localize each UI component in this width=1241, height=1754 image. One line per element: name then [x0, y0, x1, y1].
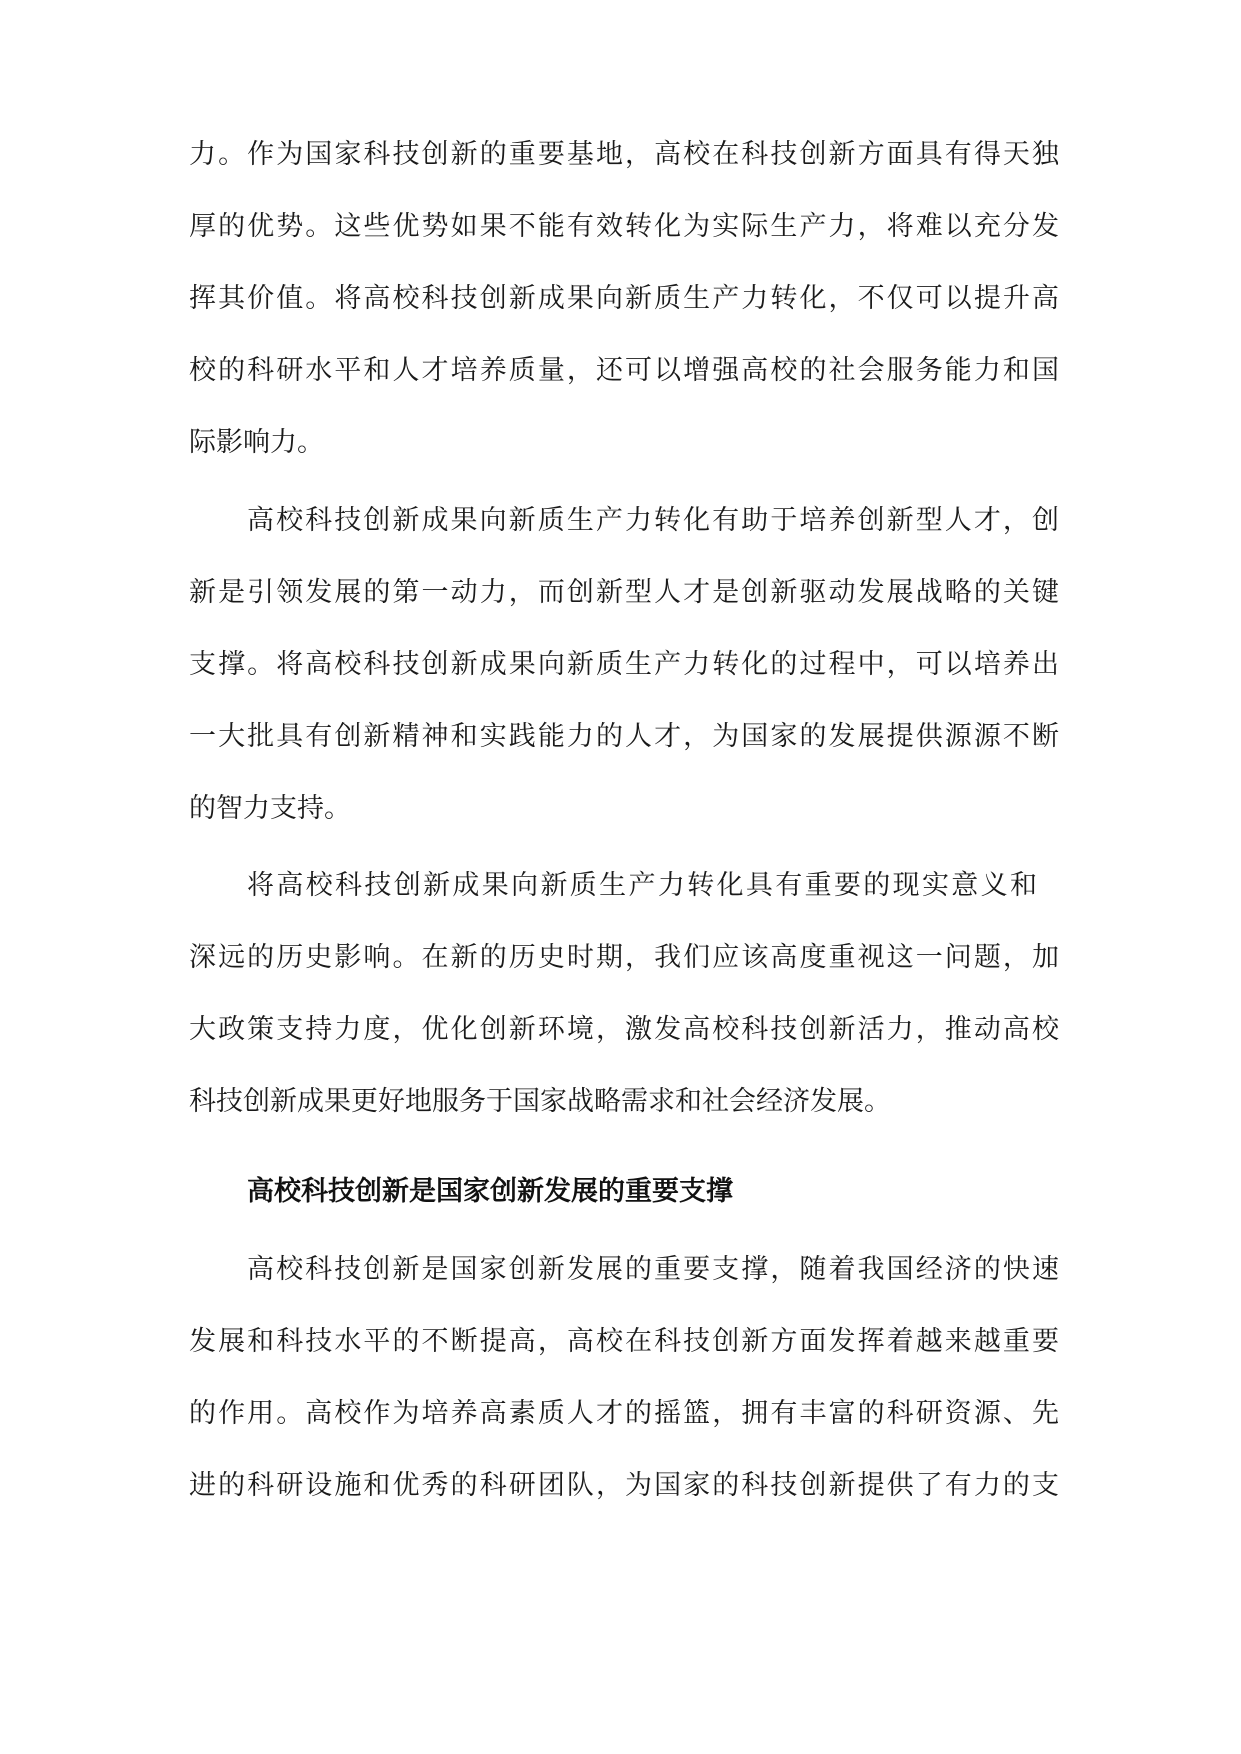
paragraph-1-line-1: 力。作为国家科技创新的重要基地，高校在科技创新方面具有得天独 — [189, 139, 1059, 170]
paragraph-1-line-4: 校的科研水平和人才培养质量，还可以增强高校的社会服务能力和国 — [189, 355, 1059, 386]
section-paragraph-line-3: 的作用。高校作为培养高素质人才的摇篮，拥有丰富的科研资源、先 — [189, 1398, 1059, 1429]
section-paragraph-line-2: 发展和科技水平的不断提高，高校在科技创新方面发挥着越来越重要 — [189, 1326, 1059, 1357]
section-heading: 高校科技创新是国家创新发展的重要支撑 — [247, 1176, 733, 1207]
paragraph-2-line-3: 支撑。将高校科技创新成果向新质生产力转化的过程中，可以培养出 — [189, 649, 1059, 680]
paragraph-1-line-2: 厚的优势。这些优势如果不能有效转化为实际生产力，将难以充分发 — [189, 211, 1059, 242]
paragraph-3-line-3: 大政策支持力度，优化创新环境，激发高校科技创新活力，推动高校 — [189, 1014, 1059, 1045]
paragraph-2-line-2: 新是引领发展的第一动力，而创新型人才是创新驱动发展战略的关键 — [189, 577, 1059, 608]
paragraph-1-line-3: 挥其价值。将高校科技创新成果向新质生产力转化，不仅可以提升高 — [189, 283, 1059, 314]
paragraph-3-line-2: 深远的历史影响。在新的历史时期，我们应该高度重视这一问题，加 — [189, 942, 1059, 973]
paragraph-3-line-1: 将高校科技创新成果向新质生产力转化具有重要的现实意义和 — [247, 870, 1037, 901]
paragraph-2-line-4: 一大批具有创新精神和实践能力的人才，为国家的发展提供源源不断 — [189, 721, 1059, 752]
section-paragraph-line-4: 进的科研设施和优秀的科研团队，为国家的科技创新提供了有力的支 — [189, 1470, 1059, 1501]
paragraph-1-line-5: 际影响力。 — [189, 427, 324, 458]
paragraph-3-line-4: 科技创新成果更好地服务于国家战略需求和社会经济发展。 — [189, 1086, 891, 1117]
section-paragraph-line-1: 高校科技创新是国家创新发展的重要支撑，随着我国经济的快速 — [247, 1254, 1059, 1285]
paragraph-2-line-5: 的智力支持。 — [189, 793, 351, 824]
paragraph-2-line-1: 高校科技创新成果向新质生产力转化有助于培养创新型人才，创 — [247, 505, 1059, 536]
